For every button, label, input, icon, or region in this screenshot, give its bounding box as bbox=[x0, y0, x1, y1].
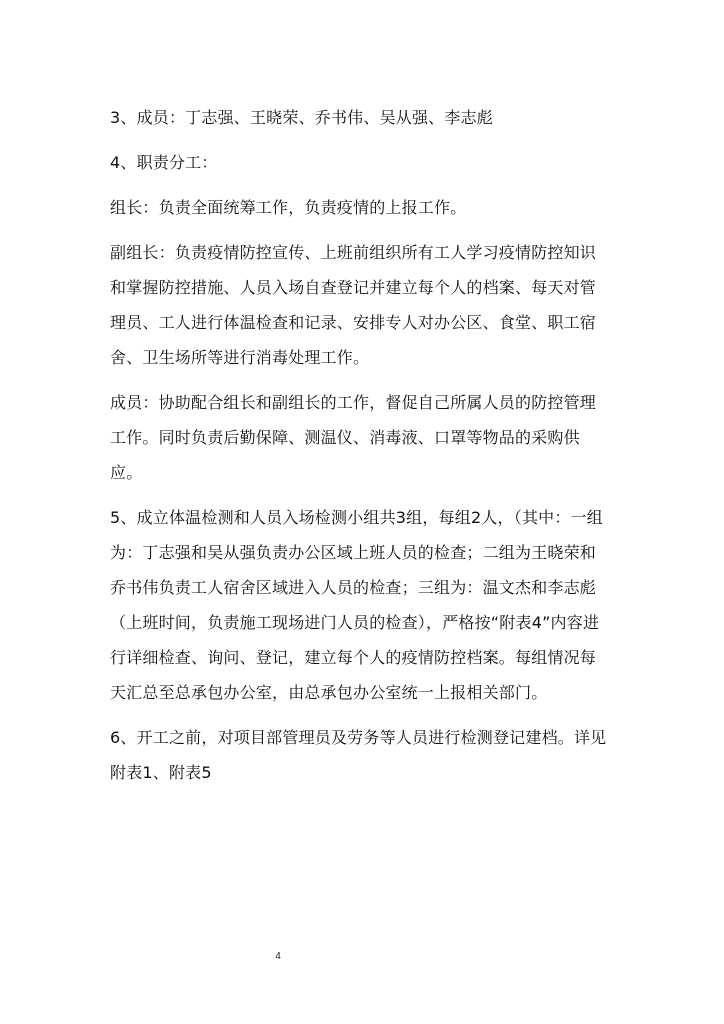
page-number: 4 bbox=[275, 951, 281, 962]
paragraph-deputy-leader-duty: 副组长：负责疫情防控宣传、上班前组织所有工人学习疫情防控知识和掌握防控措施、人员入场自查登记并建立每个人的档案、每天对管理员、工人进行体温检查和记录、安排专人对办公区、食堂、职工宿舍、卫生场所等进行消毒处理工作。 bbox=[110, 243, 597, 367]
paragraph-duties-heading: 4、职责分工： bbox=[110, 153, 218, 172]
paragraph-pre-construction-registration: 6、开工之前，对项目部管理员及劳务等人员进行检测登记建档。详见附表1、附表5 bbox=[110, 728, 607, 782]
paragraph-members: 3、成员：丁志强、王晓荣、乔书伟、吴从强、李志彪 bbox=[110, 108, 493, 127]
paragraph-inspection-groups: 5、成立体温检测和人员入场检测小组共3组，每组2人，（其中：一组为：丁志强和吴从强负责办公区域上班人员的检查；二组为王晓荣和乔书伟负责工人宿舍区域进入人员的检查；三组为：温文杰和李志彪（上班时间，负责施工现场进门人员的检查），严格按“附表4”内容进行详细检查、询问、登记，建立每个人的疫情防控档案。每组情况每天汇总至总承包办公室，由总承包办公室统一上报相关部门。 bbox=[110, 508, 603, 702]
document-body bbox=[110, 100, 610, 790]
paragraph-leader-duty: 组长：负责全面统筹工作，负责疫情的上报工作。 bbox=[110, 198, 467, 217]
paragraph-member-duty: 成员：协助配合组长和副组长的工作，督促自己所属人员的防控管理工作。同时负责后勤保障、测温仪、消毒液、口罩等物品的采购供应。 bbox=[110, 393, 597, 482]
